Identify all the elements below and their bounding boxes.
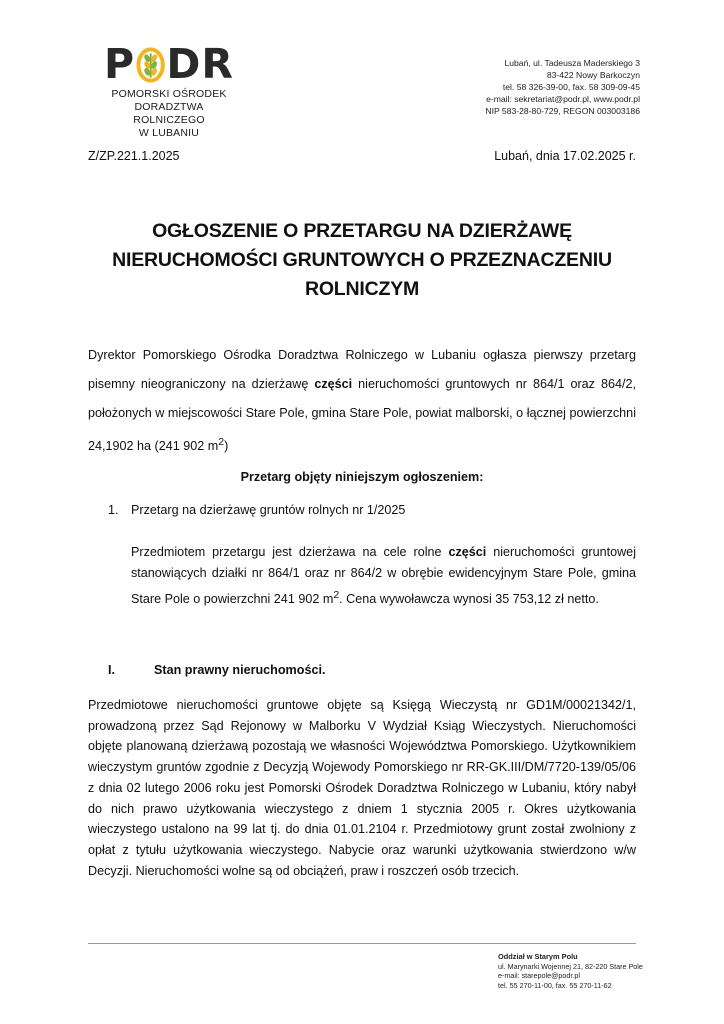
list-item-text: Przetarg na dzierżawę gruntów rolnych nr 1/2025 xyxy=(131,503,406,517)
logo-letter-p: P xyxy=(104,40,136,88)
header-contact-block xyxy=(485,57,640,117)
footer-phone: tel. 55 270-11-00, fax. 55 270-11-62 xyxy=(498,980,612,990)
document-title xyxy=(88,217,636,304)
header-email-line: e-mail: sekretariat@podr.pl, www.podr.pl xyxy=(486,94,640,104)
footer-branch-info xyxy=(498,952,643,990)
title-line: OGŁOSZENIE O PRZETARGU NA DZIERŻAWĘ xyxy=(152,220,572,242)
logo-subtitle-line: DORADZTWA ROLNICZEGO xyxy=(133,101,205,126)
section-title: Stan prawny nieruchomości. xyxy=(154,663,326,677)
header-nip-line: NIP 583-28-80-729, REGON 003003186 xyxy=(485,106,640,116)
intro-text-end: ) xyxy=(224,439,229,454)
logo-subtitle xyxy=(104,88,234,140)
item-emphasis: części xyxy=(448,545,487,559)
logo-subtitle-line: W LUBANIU xyxy=(138,127,200,139)
item-paragraph xyxy=(131,542,636,610)
list-item-number: 1. xyxy=(108,503,119,517)
footer-divider xyxy=(88,943,636,944)
legal-status-paragraph: Przedmiotowe nieruchomości gruntowe objęte są Księgą Wieczystą nr GD1M/00021342/1, prowadzoną przez Sąd Rejonowy w Malborku V Wydział Ksiąg Wieczystych. Nieruchomości objęte planowaną dzierżawą pozostają we własności Województwa Pomorskiego. Użytkownikiem wieczystym gruntów zgodnie z Decyzją Wojewody Pomorskiego nr RR-GK.III/DM/7720-139/05/06 z dnia 02 lutego 2006 roku jest Pomorski Ośrodek Doradztwa Rolniczego w Lubaniu, który nabył do nich prawo użytkowania wieczystego z dniem 1 stycznia 2005 r. Okres użytkowania wieczystego ustalono na 99 lat tj. do dnia 01.01.2104 r. Przedmiotowy grunt został zwolniony z opłat z tytułu użytkowania wieczystego. Nabycie oraz warunki użytkowania stwierdzono w/w Decyzji. Nieruchomości wolne są od obciążeń, praw i roszczeń osób trzecich. xyxy=(88,698,636,878)
wheat-o-icon xyxy=(136,47,165,83)
tender-subheading: Przetarg objęty niniejszym ogłoszeniem: xyxy=(240,470,484,484)
podr-logo xyxy=(104,40,234,140)
logo-subtitle-line: POMORSKI OŚRODEK xyxy=(111,88,227,100)
footer-address: ul. Marynarki Wojennej 21, 82-220 Stare Pole xyxy=(498,961,643,971)
intro-superscript: 2 xyxy=(218,436,225,448)
document-reference: Z/ZP.221.1.2025 xyxy=(88,149,180,163)
footer-email: e-mail: starepole@podr.pl xyxy=(498,971,581,981)
logo-letter-r: R xyxy=(201,40,234,88)
intro-text: Dyrektor Pomorskiego Ośrodka Doradztwa Rolniczego w Lubaniu ogłasza pierwszy przetarg pisemny nieograniczony na dzierżawę xyxy=(88,348,636,391)
intro-emphasis: części xyxy=(314,377,353,391)
header-phone-line: tel. 58 326-39-00, fax. 58 309-09-45 xyxy=(502,82,640,92)
intro-paragraph xyxy=(88,341,636,461)
header-address-line: Lubań, ul. Tadeusza Maderskiego 3 xyxy=(504,58,640,68)
section-number: I. xyxy=(108,663,115,677)
item-superscript: 2 xyxy=(333,588,340,601)
footer-title: Oddział w Starym Polu xyxy=(498,952,578,961)
header-postcode-line: 83-422 Nowy Barkoczyn xyxy=(546,70,640,80)
logo-letter-d: D xyxy=(166,40,202,88)
place-and-date: Lubań, dnia 17.02.2025 r. xyxy=(494,149,636,163)
title-line: ROLNICZYM xyxy=(304,278,420,300)
title-line: NIERUCHOMOŚCI GRUNTOWYCH O PRZEZNACZENIU xyxy=(112,249,612,271)
item-text-end: . Cena wywoławcza wynosi 35 753,12 zł netto. xyxy=(339,592,599,606)
item-text-cont: nieruchomości gruntowej stanowiących działki nr 864/1 oraz nr 864/2 w obrębie ewidencyjnym Stare Pole, gmina Stare Pole o powierzchni 241 902 m xyxy=(131,545,636,606)
logo-wordmark xyxy=(104,40,234,88)
intro-text-cont: nieruchomości gruntowych nr 864/1 oraz 864/2, położonych w miejscowości Stare Pole, gmina Stare Pole, powiat malborski, o łącznej powierzchni 24,1902 ha (241 902 m xyxy=(88,377,636,454)
item-text: Przedmiotem przetargu jest dzierżawa na cele rolne xyxy=(131,545,449,559)
